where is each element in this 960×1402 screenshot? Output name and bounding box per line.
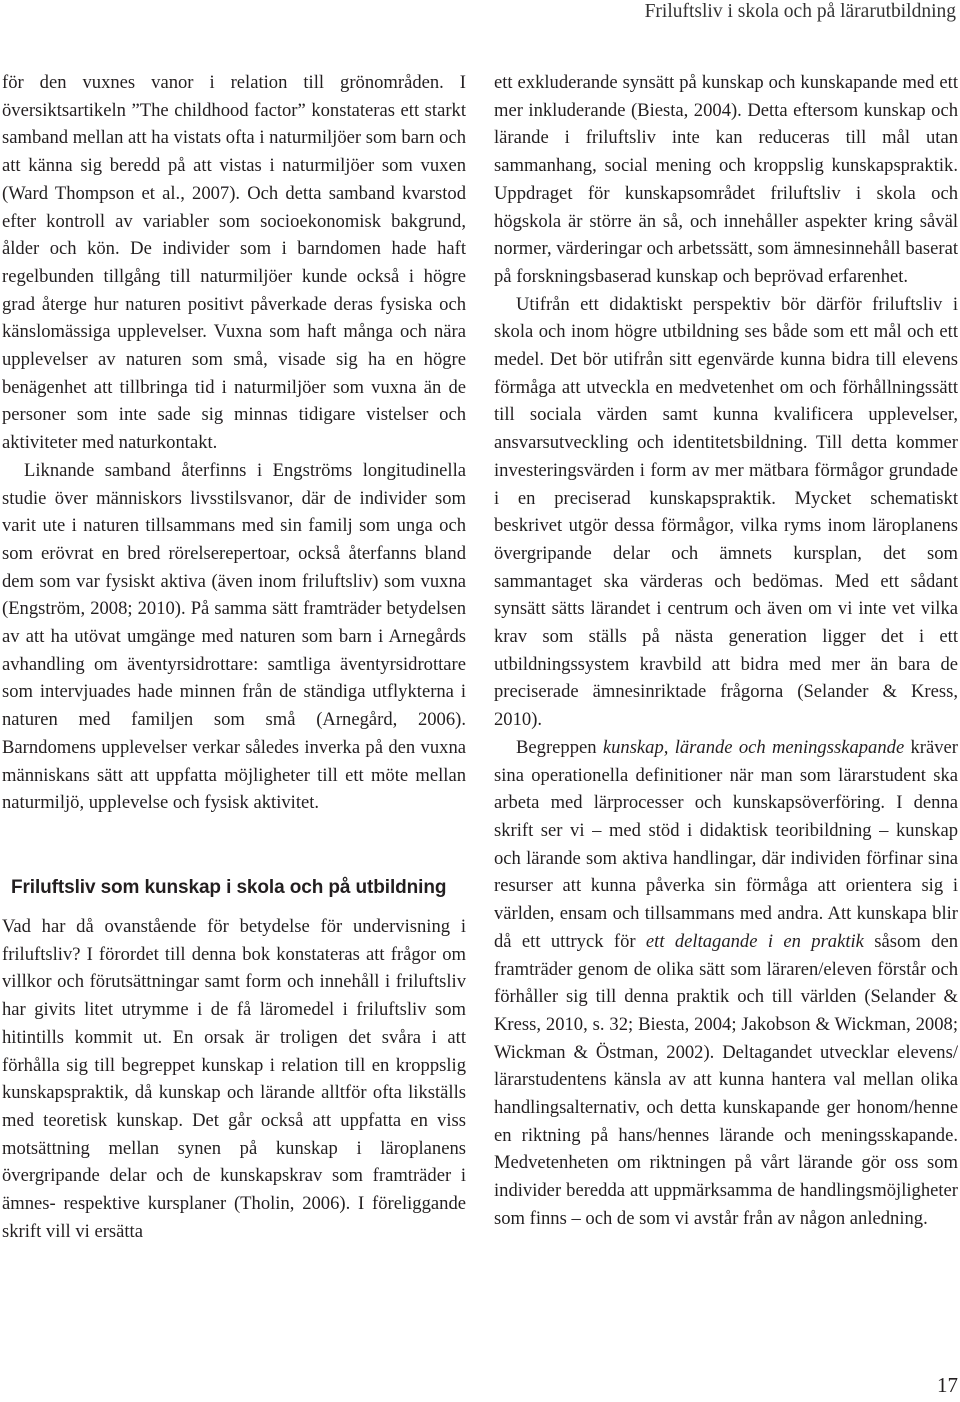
body-paragraph: ett exkluderande synsätt på kunskap och kunskapande med ett mer inkluderande (Biesta, 2004). Detta eftersom kunskap och lärande i friluftsliv inte kan reduceras till mål utan sammanhang, social mening och kroppslig kunskapspraktik. Uppdraget för kunskapsområdet friluftsliv i skola och högskola är större än så, och innehåller aspekter kring såväl normer, värderingar och arbetssätt, som ämnesinnehåll baserat på forskningsbaserad kunskap och beprövad erfarenhet. [494,72,958,287]
running-header: Friluftsliv i skola och på lärarutbildning [644,1,956,22]
text-run: såsom den framträder genom de olika sätt som läraren/eleven förstår och förhåller sig till denna praktik och till världen (Selander & Kress, 2010, s. 32; Biesta, 2004; Jakobson & Wickman, 2008; Wickman & Östman, 2002). Deltagandet utvecklar elevens/ lärarstudentens känsla av att kunna hantera val mellan olika handlingsalternativ, och detta kunskapande ger honom/henne en riktning på hans/hennes lärande och meningsskapande. Medvetenheten om riktningen på vårt lärande gör oss som individer beredda att uppmärksamma de handlingsmöjligheter som finns – och de som vi avstår från av någon anledning. [494,930,958,1229]
body-paragraph: Utifrån ett didaktiskt perspektiv bör därför friluftsliv i skola och inom högre utbildning ses både som ett mål och ett medel. Det bör utifrån sitt egenvärde kunna bidra till elevens förmåga att utveckla en medvetenhet om och förhållningssätt till sociala värden samt kunna kvalificera upplevelser, ansvarsutveckling och identitetsbildning. Till detta kommer investeringsvärden i form av mer mätbara förmågor grundade i en preciserad kunskapspraktik. Mycket schematiskt beskrivet utgör dessa förmågor, vilka ryms inom läroplanens övergripande delar och ämnets kursplan, det som sammantaget ska värderas och bedömas. Med ett sådant synsätt sätts lärandet i centrum och även om vi inte vet vilka krav som ställs på nästa generation ligger det i ett utbildningssystem kravbild att bidra med mer än bara de preciserade ämnesinriktade frågorna (Selander & Kress, 2010). [494,293,958,731]
body-paragraph: Vad har då ovanstående för betydelse för undervisning i friluftsliv? I förordet till denna bok konstateras att frågor om villkor och förutsättningar samt form och innehåll i friluftsliv har givits litet utrymme i de få läromedel i friluftsliv som hitintills kommit ut. En orsak är troligen det svåra i att förhålla sig till begreppet kunskap i relation till en kroppslig kunskapspraktik, då kunskap och lärande alltför ofta likställs med teoretisk kunskap. Det går också att uppfatta en viss motsättning mellan synen på kunskap i läroplanens övergripande delar och de kunskapskrav som framträder i ämnes- respektive kursplaner (Tholin, 2006). I föreliggande skrift vill vi ersätta [2,915,466,1242]
page-number: 17 [937,1373,958,1397]
body-paragraph [494,734,958,1233]
italic-phrase: ett deltagande i en praktik [645,930,864,952]
left-column [2,69,466,1245]
italic-terms: kunskap, lärande och meningsskapande [602,736,905,758]
right-column [494,69,958,1233]
section-heading: Friluftsliv som kunskap i skola och på utbildning [11,876,447,898]
text-run: Begreppen [516,736,603,758]
text-run: kräver sina operationella definitioner när man som lärarstudent ska arbeta med lärprocesser och kunskapsöverföring. I denna skrift ser vi – med stöd i didaktisk teoribildning – kunskap och lärande som aktiva handlingar, där individen förfinar sina resurser att kunna påverka sin förmåga att orientera sig i världen, ensam och tillsammans med andra. Att kunskapa blir då ett uttryck för [494,736,958,952]
body-paragraph: Liknande samband återfinns i Engströms longitudinella studie över människors livsstilsvanor, där de individer som varit ute i naturen tillsammans med sin familj som unga och som erövrat en bred rörelserepertoar, också återfanns bland dem som var fysiskt aktiva (även inom friluftsliv) som vuxna (Engström, 2008; 2010). På samma sätt framträder betydelsen av att ha utövat umgänge med naturen som barn i Arnegårds avhandling om äventyrsidrottare: samtliga äventyrsidrottare som intervjuades hade minnen från de ständiga utflykterna i naturen med familjen som små (Arnegård, 2006). Barndomens upplevelser verkar således inverka på den vuxna människans sätt att uppfatta möjligheter till ett möte mellan naturmiljö, upplevelse och fysisk aktivitet. [2,459,466,814]
body-paragraph: för den vuxnes vanor i relation till grönområden. I översiktsartikeln ”The childhood factor” konstateras ett starkt samband mellan att ha vistats ofta i naturmiljöer som barn och att känna sig beredd på att vistas i naturmiljöer som vuxen (Ward Thompson et al., 2007). Och detta samband kvarstod efter kontroll av variabler som socioekonomisk bakgrund, ålder och kön. De individer som i barndomen hade haft regelbunden tillgång till naturmiljöer kunde också i högre grad återge hur naturen positivt påverkade deras fysiska och känslomässiga upplevelser. Vuxna som haft många och nära upplevelser av naturen som små, visade sig ha en högre benägenhet att tillbringa tid i naturmiljöer som vuxna än de personer som inte sade sig minnas tidigare vistelser och aktiviteter med naturkontakt. [2,72,466,454]
